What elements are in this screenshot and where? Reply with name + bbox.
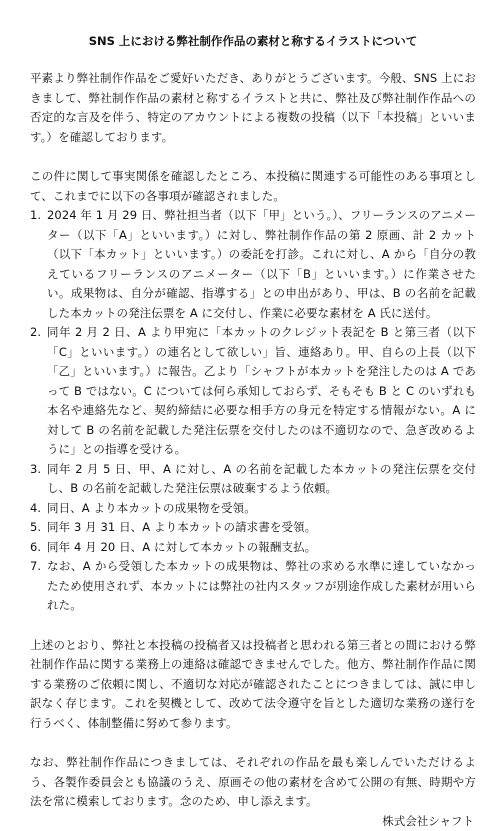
- fact-text: なお、A から受領した本カットの成果物は、弊社の求める水準に達していなかったため使用されず、本カットには弊社の社内スタッフが別途作成した素材が用いられた。: [47, 559, 476, 612]
- intro-paragraph: 平素より弊社制作作品をご愛好いただき、ありがとうございます。今般、SNS 上におきまして、弊社制作作品の素材と称するイラストと共に、弊社及び弊社制作作品への否定的な言及を伴う、特定のアカウントによる複数の投稿（以下「本投稿」といいます。）を確認しております。: [30, 69, 476, 147]
- fact-text: 同年 4 月 20 日、A に対して本カットの報酬支払。: [47, 540, 316, 554]
- fact-text: 同年 2 月 2 日、A より甲宛に「本カットのクレジット表記を B と第三者（以下「C」といいます。）の連名として欲しい」旨、連絡あり。甲、自らの上長（以下「乙」といいます。）に報告。乙より「シャフトが本カットを発注したのは A であって B ではない。C については何ら承知しておらず、そもそも B と C のいずれも本名や連絡先など、契約締結に必要な相手方の身元を特定する情報がない。A に対して B の名前を記載した発注伝票を交付したのは不適切なので、急ぎ改めるように」との指導を受ける。: [47, 325, 476, 456]
- fact-item: [30, 538, 476, 558]
- fact-text: 同日、A より本カットの成果物を受領。: [47, 501, 256, 515]
- fact-item: [30, 557, 476, 616]
- conclusion-paragraph: 上述のとおり、弊社と本投稿の投稿者又は投稿者と思われる第三者との間における弊社制作作品に関する業務上の連絡は確認できませんでした。他方、弊社制作作品に関する業務のご依頼に関し、不適切な対応が確認されたことにつきましては、誠に申し訳なく存じます。これを契機として、改めて法令遵守を旨とした適切な業務の遂行を行うべく、体制整備に努めて参ります。: [30, 636, 476, 734]
- fact-number: 2.: [30, 323, 41, 343]
- fact-item: [30, 460, 476, 499]
- facts-intro-paragraph: この件に関して事実関係を確認したところ、本投稿に関連する可能性のある事項として、これまでに以下の各事項が確認されました。: [30, 167, 476, 206]
- fact-number: 3.: [30, 460, 41, 480]
- fact-text: 同年 3 月 31 日、A より本カットの請求書を受領。: [47, 520, 316, 534]
- fact-number: 1.: [30, 206, 41, 226]
- fact-number: 7.: [30, 557, 41, 577]
- company-signature: 株式会社シャフト: [30, 812, 476, 831]
- fact-number: 6.: [30, 538, 41, 558]
- document-title: SNS 上における弊社制作作品の素材と称するイラストについて: [30, 34, 476, 49]
- facts-list: [30, 206, 476, 616]
- fact-item: [30, 518, 476, 538]
- fact-item: [30, 206, 476, 323]
- fact-item: [30, 499, 476, 519]
- fact-text: 同年 2 月 5 日、甲、A に対し、A の名前を記載した本カットの発注伝票を交付し、B の名前を記載した発注伝票は破棄するよう依頼。: [47, 462, 476, 496]
- fact-item: [30, 323, 476, 460]
- fact-text: 2024 年 1 月 29 日、弊社担当者（以下「甲」という。）、フリーランスのアニメーター（以下「A」といいます。）に対し、弊社制作作品の第 2 原画、計 2 カット（以下「本カット」といいます。）の委託を打診。これに対し、A から「自分の教えているフリーランスのアニメーター（以下「B」といいます。）に作業させたい。成果物は、自分が確認、指導する」との申出があり、甲は、B の名前を記載した本カットの発注伝票を A に交付し、作業に必要な素材を A 氏に送付。: [47, 208, 476, 320]
- fact-number: 4.: [30, 499, 41, 519]
- fact-number: 5.: [30, 518, 41, 538]
- closing-paragraph: なお、弊社制作作品につきましては、それぞれの作品を最も楽しんでいただけるよう、各製作委員会とも協議のうえ、原画その他の素材を含めて公開の有無、時期や方法を常に模索しております。念のため、申し添えます。: [30, 753, 476, 812]
